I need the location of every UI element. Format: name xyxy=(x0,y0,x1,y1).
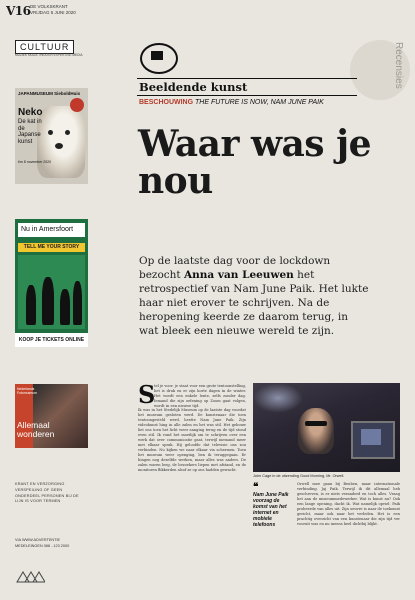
cat-nose xyxy=(55,143,63,149)
recensies-label: Recensies xyxy=(393,42,404,89)
body-text-column: Ik was in het Stedelijk Museum op de laatste dag voordat het museum gesloten werd. De kunstenaar die toen tentoongesteld werd, heette Nam June Paik. Zijn videokunst hing in alle zalen en het was stil. Het gebouw liet ons toen het licht weer aanging terug en de tijd stond even stil. Ik vond het moeilijk om te schrijven over een werk dat over communicatie gaat, terwijl niemand meer met elkaar sprak. Hij geloofde dat televisie ons zou verbinden. Nu kijken we naar elkaar via schermen. Toen het museum weer openging, ben ik teruggegaan. Er hingen nog dezelfde werken, maar alles was anders. De zalen waren leeg, de bezoekers liepen met afstand, en de monitoren flikkerden alsof ze op ons hadden gewacht. xyxy=(138,408,246,472)
quote-icon: ❝ xyxy=(253,482,259,493)
pull-quote: Nam June Paik voorzag de komst van het internet en mobiele telefoons xyxy=(253,492,289,528)
body-text-column: tel je voor: je staat voor een grote tentoonstelling, het is druk en er zijn korte dagen in de winter. Het wordt een enkele lente, zelfs zonder dag. Iemand die zijn oefening op Zoom gaat volgen, wordt in een nieuwe tijd. xyxy=(154,384,246,408)
ad-title: Allemaal wonderen xyxy=(17,420,55,439)
paper-masthead xyxy=(30,4,76,15)
intro-text: het retrospectief van Nam June Paik. Het lukte haar niet erover te schrijven. Na de heropening keerde ze daarom terug, in wat bleek een nieuwe wereld te zijn. xyxy=(139,269,369,337)
ad-artwork xyxy=(18,255,85,329)
ad-dates: t/m 8 november 2020 xyxy=(18,160,52,164)
drop-cap: S xyxy=(138,380,156,409)
intro-text: Op de laatste dag voor de lockdown bezocht xyxy=(139,255,331,281)
ad-title: Neko xyxy=(18,107,43,118)
article-photo xyxy=(253,383,400,472)
cat-eye xyxy=(65,130,70,135)
kicker-label: BESCHOUWING xyxy=(139,99,194,106)
divider xyxy=(137,78,357,79)
sidebar-notice: KRANT EN VERZORGING VERSPEILING OF GEEN ONDERDEEL PERSONEN BIJ DE LIJN IS VOOR TERMEN xyxy=(15,482,79,504)
photo-monitor-screen xyxy=(361,429,381,445)
cultuur-label: CULTUUR xyxy=(15,40,74,54)
paper-name: DE VOLKSKRANT xyxy=(30,4,68,9)
article-intro xyxy=(139,254,369,338)
figure-silhouette xyxy=(73,281,82,325)
cat-eye xyxy=(48,130,53,135)
cultuur-subsections: MUZIEK MODA THEATER EXPERTISE MEDIA xyxy=(15,53,83,57)
article-kicker xyxy=(139,99,324,106)
section-label-box xyxy=(15,40,88,58)
photo-person xyxy=(298,408,334,454)
tv-icon xyxy=(151,51,163,60)
advertisement-amersfoort xyxy=(15,219,88,347)
ad-cta-button[interactable]: KOOP JE TICKETS ONLINE xyxy=(15,333,88,347)
photo-light xyxy=(253,383,303,413)
advertisement-sieboldhuis xyxy=(15,88,88,184)
figure-silhouette xyxy=(26,285,36,325)
advertisement-fotomuseum xyxy=(15,384,88,448)
photo-caption: John Cage in de uitzending Good Morning, Mr. Orwell. xyxy=(253,474,345,478)
ad-banner: TELL ME YOUR STORY xyxy=(18,243,85,252)
ad-museum-name: JAPANMUSEUM SieboldHuis xyxy=(18,91,81,96)
issue-date: VRIJDAG 5 JUNI 2020 xyxy=(30,9,76,15)
article-headline: Waar was je nou xyxy=(138,123,371,202)
ad-headline: Nu in Amersfoort xyxy=(18,223,85,237)
photo-glasses xyxy=(305,421,327,426)
body-text-column: Orwell mee gaan bij Beuben, maar internationale verbinding. Jaj Paik. Terwijl ik dit allemaal heb geschreven, is er niets veranderd en toch alles. Vraag het aan de museummedewerker. Wat is kunst nu? Ook een lange opening, dacht ik. Wat namelijk opviel: Paik probeerde van alles uit. Zijn oeuvre is naar de toekomst gericht, maar ook naar het verleden. Het is een prachtig overzicht van een kunstenaar die zijn tijd ver vooruit was en nu ineens heel dichtbij blijkt. xyxy=(297,482,400,526)
kicker-title: THE FUTURE IS NOW, NAM JUNE PAIK xyxy=(195,99,324,106)
triangle-logo-icon xyxy=(15,568,45,584)
divider xyxy=(137,95,357,96)
figure-silhouette xyxy=(42,277,54,325)
figure-silhouette xyxy=(60,289,70,325)
section-title: Beeldende kunst xyxy=(139,80,248,94)
author-name: Anna van Leeuwen xyxy=(184,269,294,281)
page-number: V16 xyxy=(6,4,31,18)
ad-museum-name: Nederlands Fotomuseum xyxy=(17,387,37,395)
red-circle-icon xyxy=(70,98,84,112)
ad-subtitle: De kat in de Japanse kunst xyxy=(18,119,42,145)
sidebar-contact: VIA WWW.ADVERTENTIE MEDELEINGEN 088 - 123 2000 xyxy=(15,538,70,548)
